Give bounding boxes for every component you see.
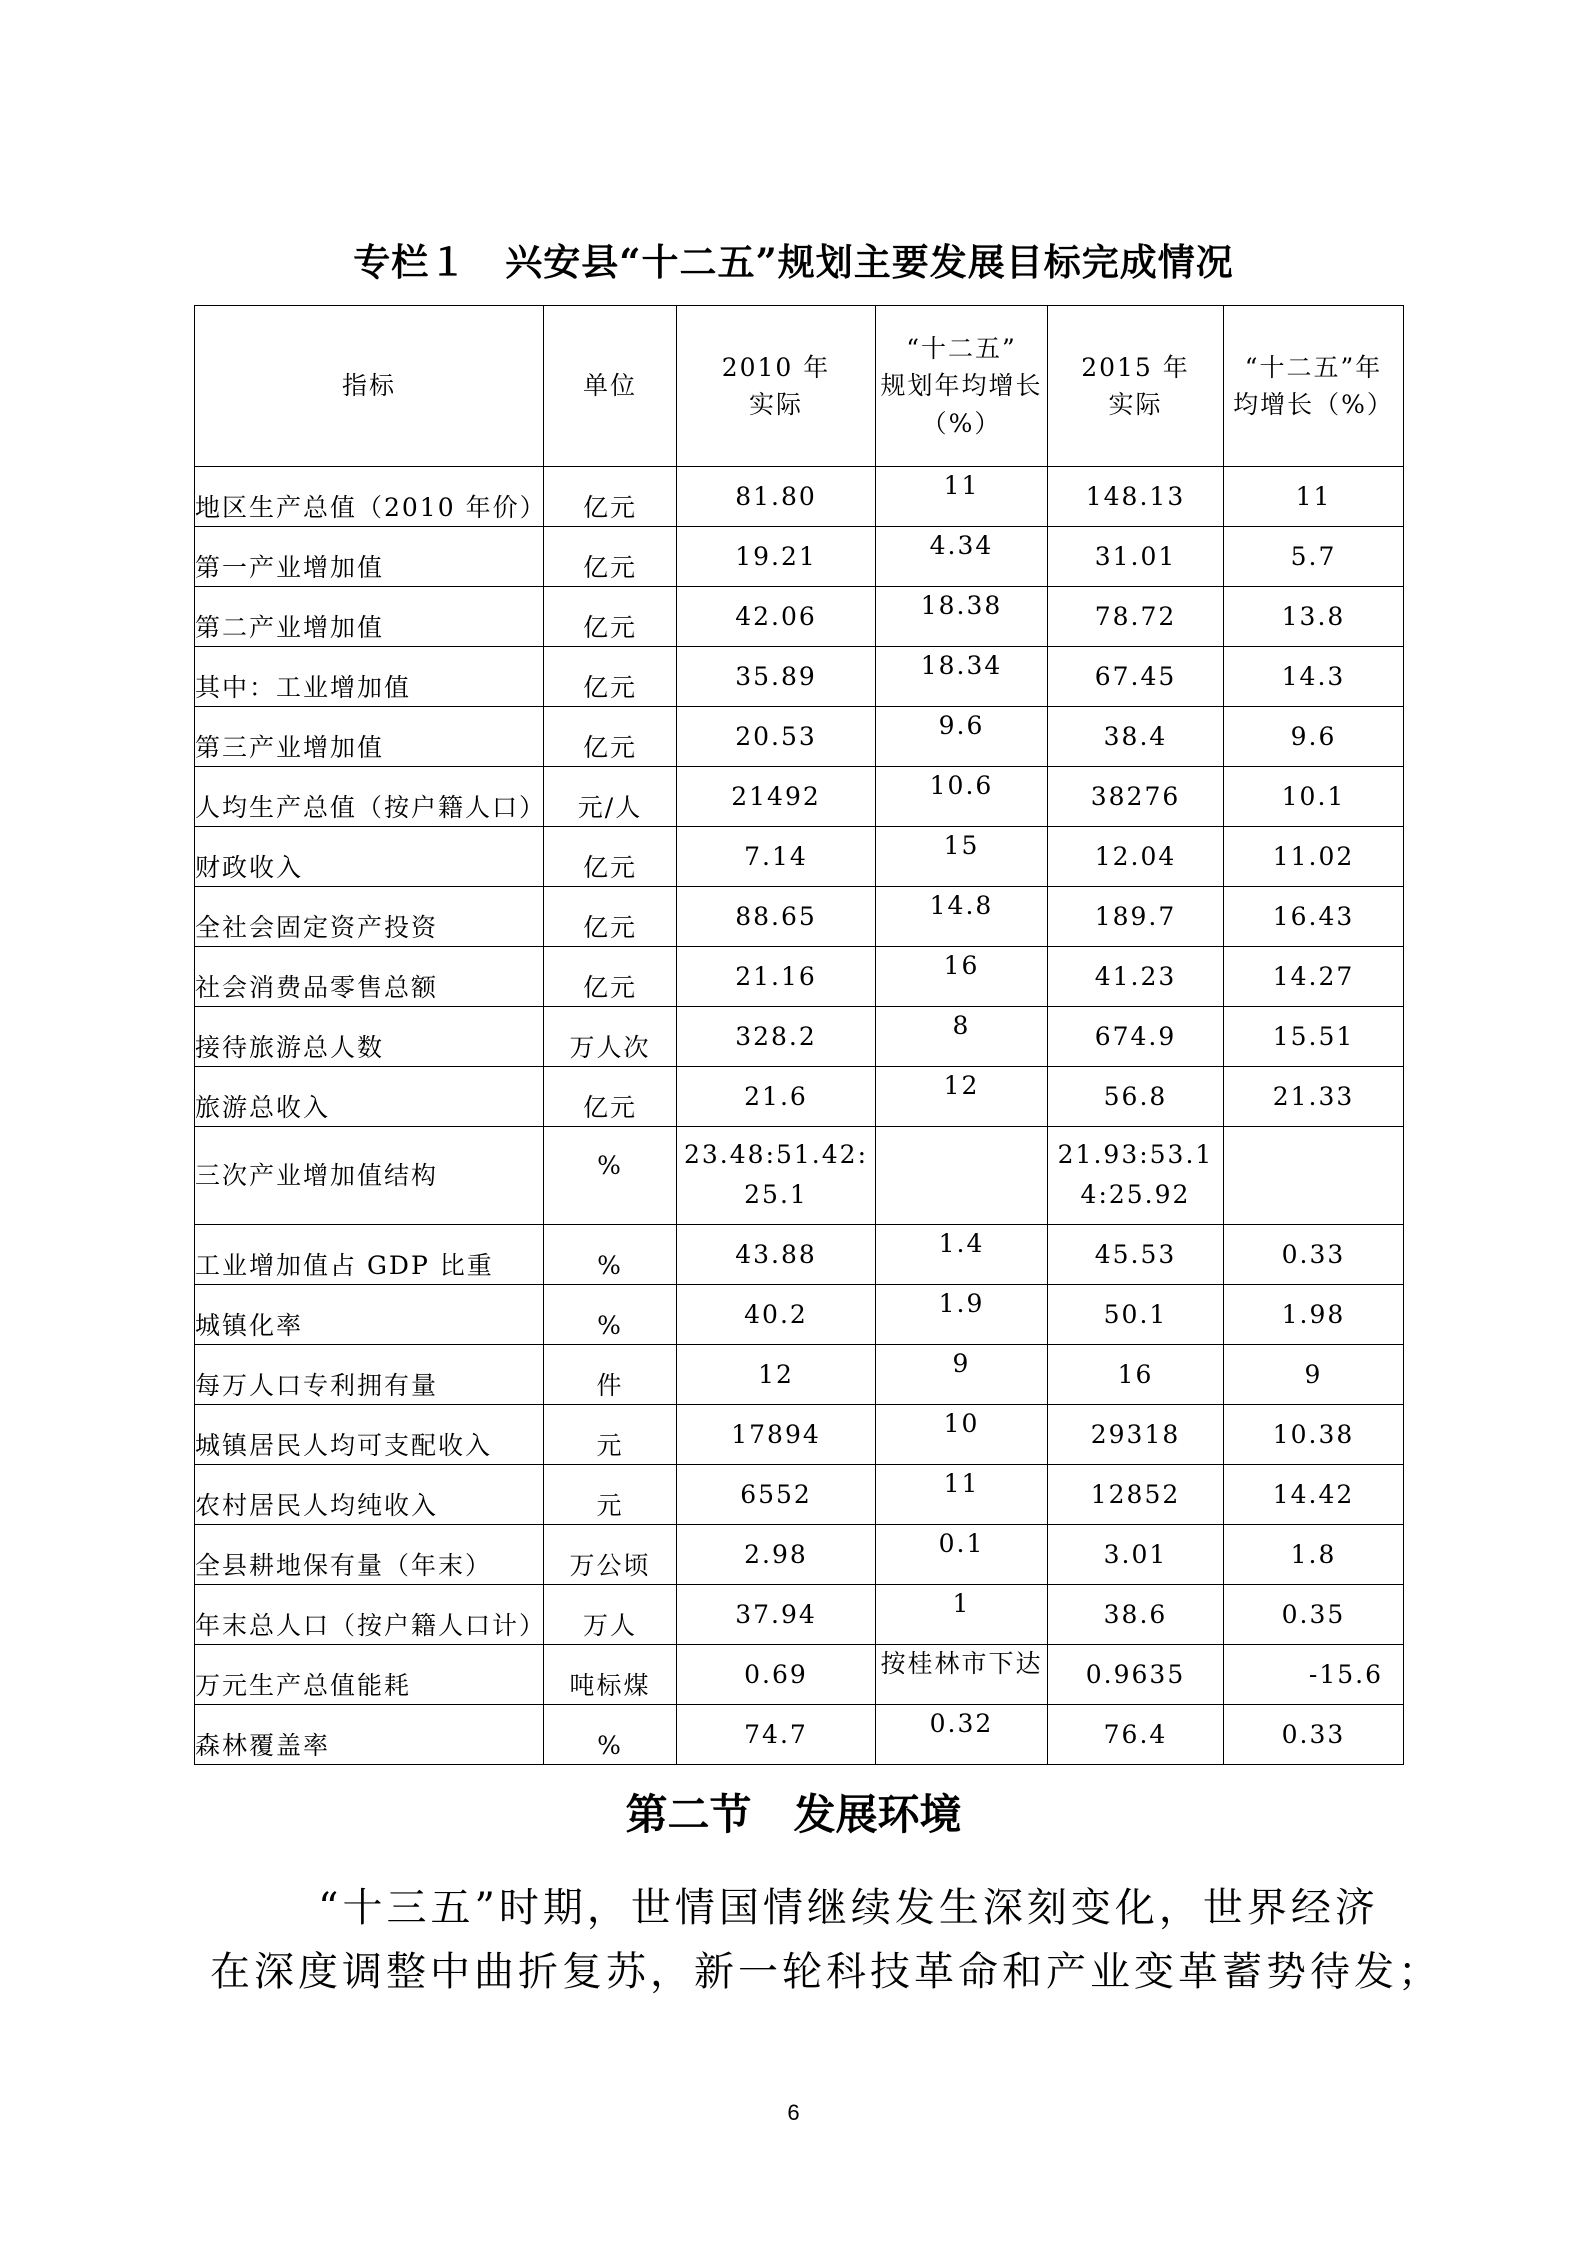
actual-growth-cell: 13.8 xyxy=(1224,587,1404,647)
unit-cell: 元 xyxy=(544,1405,677,1465)
table-row xyxy=(195,1405,1404,1465)
planned-growth-cell xyxy=(876,1127,1048,1225)
value-2010-cell: 21.6 xyxy=(677,1067,876,1127)
value-2010-cell: 88.65 xyxy=(677,887,876,947)
actual-growth-cell: 16.43 xyxy=(1224,887,1404,947)
unit-cell: 亿元 xyxy=(544,707,677,767)
page-number: 6 xyxy=(787,2100,800,2125)
value-2010-cell: 35.89 xyxy=(677,647,876,707)
planned-growth-cell: 18.34 xyxy=(876,647,1048,707)
table-row xyxy=(195,827,1404,887)
value-2010-cell: 42.06 xyxy=(677,587,876,647)
unit-cell: 亿元 xyxy=(544,467,677,527)
indicator-cell: 第二产业增加值 xyxy=(195,587,544,647)
indicator-cell: 城镇居民人均可支配收入 xyxy=(195,1405,544,1465)
indicator-cell: 第一产业增加值 xyxy=(195,527,544,587)
value-2015-cell: 78.72 xyxy=(1048,587,1224,647)
value-2010-cell: 21492 xyxy=(677,767,876,827)
planned-growth-cell: 16 xyxy=(876,947,1048,1007)
table-row xyxy=(195,1285,1404,1345)
value-2015-cell: 67.45 xyxy=(1048,647,1224,707)
indicator-cell: 万元生产总值能耗 xyxy=(195,1645,544,1705)
actual-growth-cell: 10.38 xyxy=(1224,1405,1404,1465)
planned-growth-cell: 0.32 xyxy=(876,1705,1048,1765)
unit-cell: 亿元 xyxy=(544,587,677,647)
actual-growth-cell: 1.98 xyxy=(1224,1285,1404,1345)
value-2010-cell: 0.69 xyxy=(677,1645,876,1705)
indicator-cell: 年末总人口（按户籍人口计） xyxy=(195,1585,544,1645)
unit-cell: % xyxy=(544,1225,677,1285)
unit-cell: 万人次 xyxy=(544,1007,677,1067)
unit-cell: 亿元 xyxy=(544,647,677,707)
value-2010-cell: 37.94 xyxy=(677,1585,876,1645)
indicator-cell: 三次产业增加值结构 xyxy=(195,1127,544,1225)
header-actual-growth xyxy=(1224,306,1404,467)
value-2015-cell: 56.8 xyxy=(1048,1067,1224,1127)
header-actual-growth-line-2: 均增长（%） xyxy=(1233,390,1394,419)
header-2010-actual-line-1: 2010 年 xyxy=(721,352,831,382)
header-2015-actual-line-2: 实际 xyxy=(1108,390,1163,419)
value-2010-cell: 17894 xyxy=(677,1405,876,1465)
table-row xyxy=(195,587,1404,647)
planned-growth-cell: 12 xyxy=(876,1067,1048,1127)
value-2015-cell: 12.04 xyxy=(1048,827,1224,887)
value-2010-cell: 12 xyxy=(677,1345,876,1405)
planned-growth-cell: 0.1 xyxy=(876,1525,1048,1585)
unit-cell: 件 xyxy=(544,1345,677,1405)
value-2010-cell: 2.98 xyxy=(677,1525,876,1585)
table-row xyxy=(195,647,1404,707)
actual-growth-cell: -15.6 xyxy=(1224,1645,1404,1705)
value-2015-cell: 41.23 xyxy=(1048,947,1224,1007)
body-line: 在深度调整中曲折复苏，新一轮科技革命和产业变革蓄势待发； xyxy=(210,1949,1442,1995)
actual-growth-cell: 14.3 xyxy=(1224,647,1404,707)
actual-growth-cell: 0.33 xyxy=(1224,1705,1404,1765)
unit-cell: 元/人 xyxy=(544,767,677,827)
table-row xyxy=(195,767,1404,827)
indicator-cell: 工业增加值占 GDP 比重 xyxy=(195,1225,544,1285)
value-2015-cell: 45.53 xyxy=(1048,1225,1224,1285)
value-2015-cell: 674.9 xyxy=(1048,1007,1224,1067)
unit-cell: 万公顷 xyxy=(544,1525,677,1585)
value-2015-cell: 21.93:53.14:25.92 xyxy=(1048,1127,1224,1225)
unit-cell: 元 xyxy=(544,1465,677,1525)
header-actual-growth-line-1: “十二五”年 xyxy=(1244,352,1383,382)
indicator-cell: 第三产业增加值 xyxy=(195,707,544,767)
table-row xyxy=(195,1067,1404,1127)
table-row xyxy=(195,887,1404,947)
actual-growth-cell: 11.02 xyxy=(1224,827,1404,887)
value-2015-cell: 38.4 xyxy=(1048,707,1224,767)
table-row xyxy=(195,527,1404,587)
unit-cell: 亿元 xyxy=(544,1067,677,1127)
unit-cell: 亿元 xyxy=(544,527,677,587)
planned-growth-cell: 按桂林市下达 xyxy=(876,1645,1048,1705)
table-row xyxy=(195,1645,1404,1705)
value-2010-cell: 81.80 xyxy=(677,467,876,527)
actual-growth-cell: 0.33 xyxy=(1224,1225,1404,1285)
value-2015-cell: 3.01 xyxy=(1048,1525,1224,1585)
indicator-cell: 地区生产总值（2010 年价） xyxy=(195,467,544,527)
table-row xyxy=(195,1007,1404,1067)
value-2015-cell: 29318 xyxy=(1048,1405,1224,1465)
value-2015-cell: 0.9635 xyxy=(1048,1645,1224,1705)
planned-growth-cell: 11 xyxy=(876,467,1048,527)
header-2010-actual xyxy=(677,306,876,467)
indicator-cell: 接待旅游总人数 xyxy=(195,1007,544,1067)
development-targets-table xyxy=(194,305,1404,1765)
table-row xyxy=(195,1705,1404,1765)
value-2015-cell: 38276 xyxy=(1048,767,1224,827)
planned-growth-cell: 10 xyxy=(876,1405,1048,1465)
indicator-cell: 全社会固定资产投资 xyxy=(195,887,544,947)
value-2015-cell: 31.01 xyxy=(1048,527,1224,587)
planned-growth-cell: 8 xyxy=(876,1007,1048,1067)
actual-growth-cell: 9 xyxy=(1224,1345,1404,1405)
indicator-cell: 人均生产总值（按户籍人口） xyxy=(195,767,544,827)
planned-growth-cell: 1.9 xyxy=(876,1285,1048,1345)
header-planned-growth-line-2: 规划年均增长 xyxy=(880,371,1043,401)
table-row xyxy=(195,707,1404,767)
value-2015-cell: 189.7 xyxy=(1048,887,1224,947)
indicator-cell: 每万人口专利拥有量 xyxy=(195,1345,544,1405)
actual-growth-cell: 15.51 xyxy=(1224,1007,1404,1067)
unit-cell: 亿元 xyxy=(544,887,677,947)
table-row xyxy=(195,1127,1404,1225)
value-2010-cell: 20.53 xyxy=(677,707,876,767)
table-row xyxy=(195,467,1404,527)
header-planned-growth-line-3: （%） xyxy=(921,408,1002,438)
actual-growth-cell: 14.27 xyxy=(1224,947,1404,1007)
indicator-cell: 城镇化率 xyxy=(195,1285,544,1345)
planned-growth-cell: 18.38 xyxy=(876,587,1048,647)
value-2015-cell: 76.4 xyxy=(1048,1705,1224,1765)
value-2015-cell: 148.13 xyxy=(1048,467,1224,527)
unit-cell: % xyxy=(544,1285,677,1345)
value-2010-cell: 7.14 xyxy=(677,827,876,887)
planned-growth-cell: 1.4 xyxy=(876,1225,1048,1285)
unit-cell: 万人 xyxy=(544,1585,677,1645)
header-planned-growth xyxy=(876,306,1048,467)
planned-growth-cell: 14.8 xyxy=(876,887,1048,947)
actual-growth-cell: 1.8 xyxy=(1224,1525,1404,1585)
value-2010-cell: 19.21 xyxy=(677,527,876,587)
indicator-cell: 旅游总收入 xyxy=(195,1067,544,1127)
value-2010-cell: 6552 xyxy=(677,1465,876,1525)
indicator-cell: 农村居民人均纯收入 xyxy=(195,1465,544,1525)
body-line: “十三五”时期，世情国情继续发生深刻变化，世界经济 xyxy=(318,1885,1379,1931)
header-2010-actual-line-2: 实际 xyxy=(748,390,803,419)
unit-cell: 亿元 xyxy=(544,947,677,1007)
table-row xyxy=(195,1465,1404,1525)
planned-growth-cell: 11 xyxy=(876,1465,1048,1525)
value-2010-cell: 21.16 xyxy=(677,947,876,1007)
actual-growth-cell: 11 xyxy=(1224,467,1404,527)
table-row xyxy=(195,1345,1404,1405)
value-2010-cell: 74.7 xyxy=(677,1705,876,1765)
actual-growth-cell: 0.35 xyxy=(1224,1585,1404,1645)
body-paragraph xyxy=(210,1876,1442,2004)
table-header-row xyxy=(195,306,1404,467)
indicator-cell: 全县耕地保有量（年末） xyxy=(195,1525,544,1585)
unit-cell: % xyxy=(544,1705,677,1765)
table-row xyxy=(195,1225,1404,1285)
table-row xyxy=(195,947,1404,1007)
indicator-cell: 社会消费品零售总额 xyxy=(195,947,544,1007)
planned-growth-cell: 9.6 xyxy=(876,707,1048,767)
actual-growth-cell: 21.33 xyxy=(1224,1067,1404,1127)
section-heading: 第二节 发展环境 xyxy=(625,1790,962,1839)
actual-growth-cell: 5.7 xyxy=(1224,527,1404,587)
value-2010-cell: 40.2 xyxy=(677,1285,876,1345)
value-2015-cell: 12852 xyxy=(1048,1465,1224,1525)
planned-growth-cell: 1 xyxy=(876,1585,1048,1645)
value-2015-cell: 38.6 xyxy=(1048,1585,1224,1645)
header-2015-actual-line-1: 2015 年 xyxy=(1081,352,1190,382)
planned-growth-cell: 9 xyxy=(876,1345,1048,1405)
header-2015-actual xyxy=(1048,306,1224,467)
header-unit: 单位 xyxy=(544,306,677,467)
header-planned-growth-line-1: “十二五” xyxy=(906,333,1017,363)
table-row xyxy=(195,1525,1404,1585)
value-2015-cell: 16 xyxy=(1048,1345,1224,1405)
unit-cell: % xyxy=(544,1127,677,1225)
actual-growth-cell: 14.42 xyxy=(1224,1465,1404,1525)
planned-growth-cell: 15 xyxy=(876,827,1048,887)
header-indicator: 指标 xyxy=(195,306,544,467)
actual-growth-cell: 10.1 xyxy=(1224,767,1404,827)
unit-cell: 吨标煤 xyxy=(544,1645,677,1705)
planned-growth-cell: 4.34 xyxy=(876,527,1048,587)
value-2010-cell: 23.48:51.42:25.1 xyxy=(677,1127,876,1225)
actual-growth-cell xyxy=(1224,1127,1404,1225)
value-2015-cell: 50.1 xyxy=(1048,1285,1224,1345)
unit-cell: 亿元 xyxy=(544,827,677,887)
planned-growth-cell: 10.6 xyxy=(876,767,1048,827)
actual-growth-cell: 9.6 xyxy=(1224,707,1404,767)
value-2010-cell: 328.2 xyxy=(677,1007,876,1067)
indicator-cell: 财政收入 xyxy=(195,827,544,887)
page-title: 专栏１ 兴安县“十二五”规划主要发展目标完成情况 xyxy=(353,240,1234,284)
value-2010-cell: 43.88 xyxy=(677,1225,876,1285)
indicator-cell: 森林覆盖率 xyxy=(195,1705,544,1765)
indicator-cell: 其中：工业增加值 xyxy=(195,647,544,707)
table-row xyxy=(195,1585,1404,1645)
